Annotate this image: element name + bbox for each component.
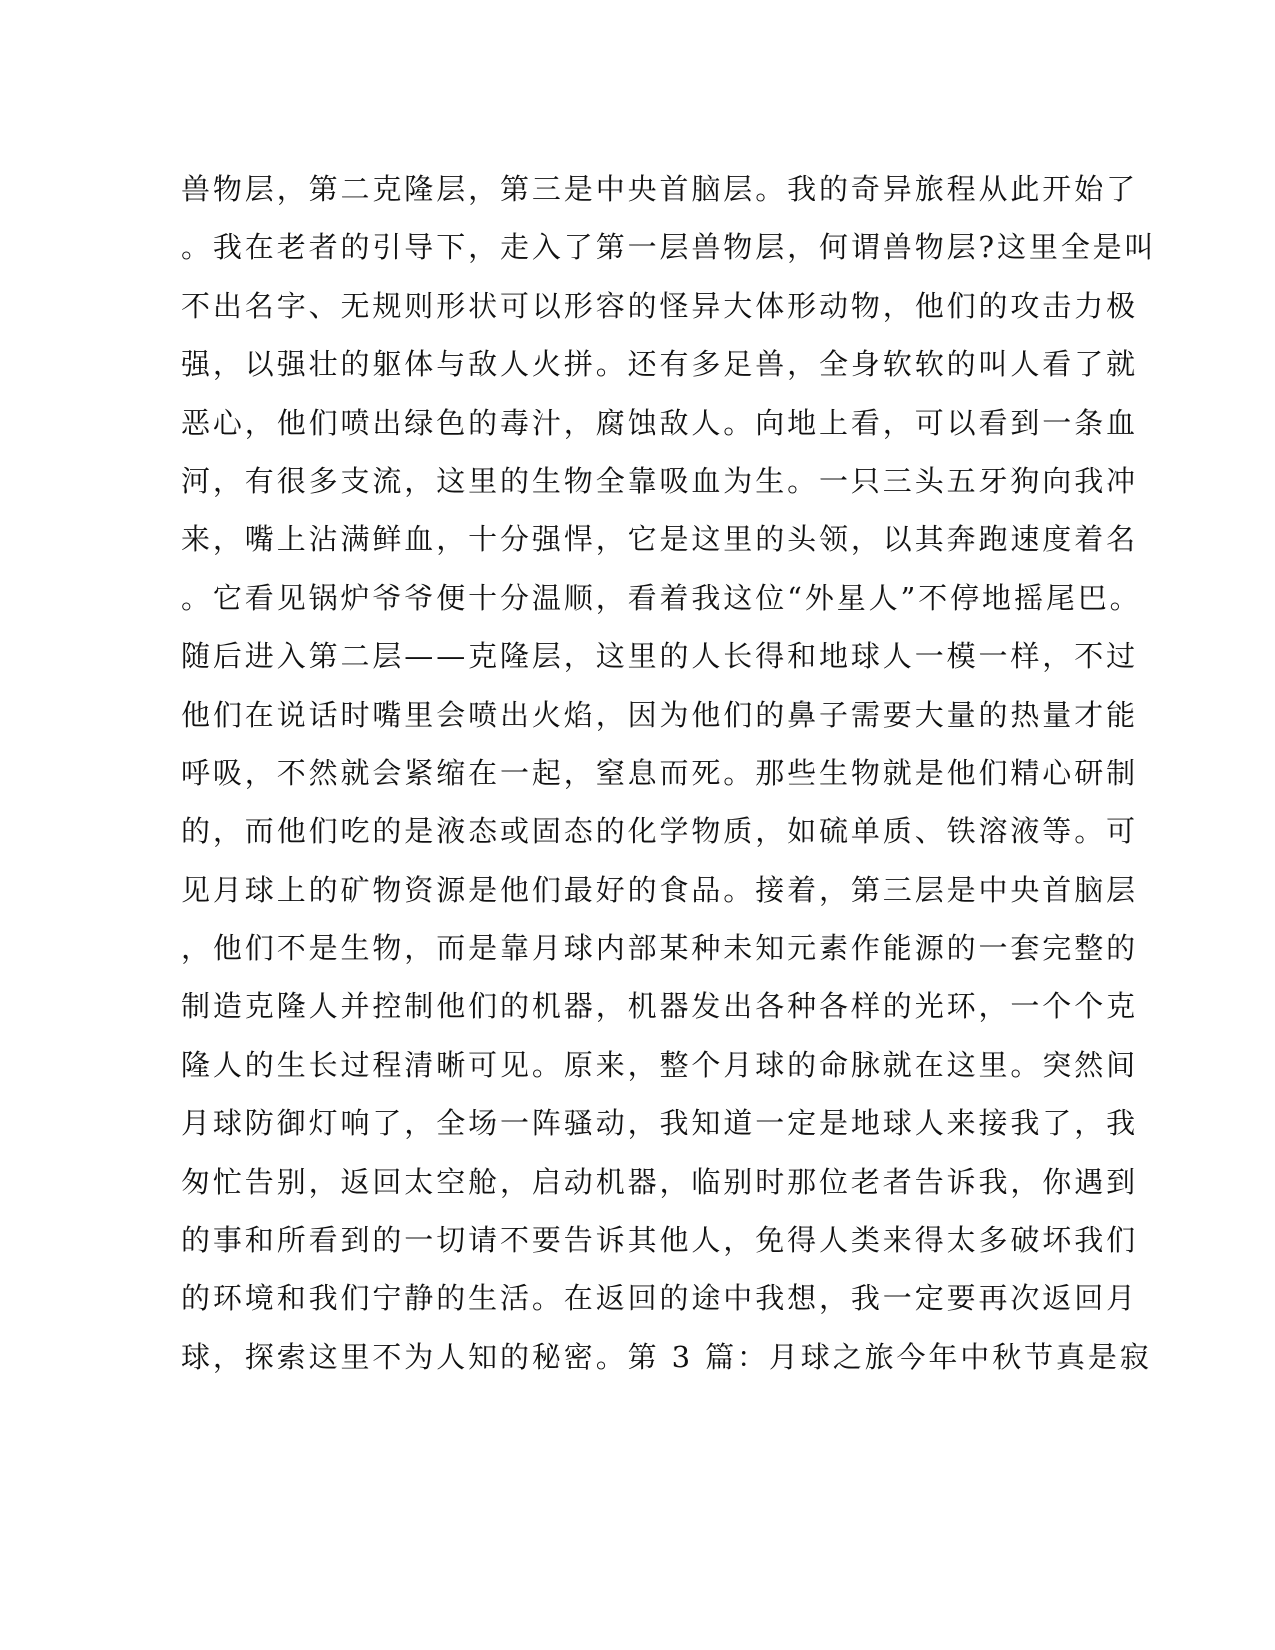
text-line: 球，探索这里不为人知的秘密。第 3 篇：月球之旅今年中秋节真是寂	[181, 1339, 1152, 1374]
text-line: 呼吸，不然就会紧缩在一起，窒息而死。那些生物就是他们精心研制	[181, 755, 1139, 790]
text-line: 随后进入第二层——克隆层，这里的人长得和地球人一模一样，不过	[181, 639, 1139, 674]
text-line: 。我在老者的引导下，走入了第一层兽物层，何谓兽物层?这里全是叫	[181, 230, 1157, 265]
text-line: 强，以强壮的躯体与敌人火拼。还有多足兽，全身软软的叫人看了就	[181, 347, 1139, 382]
text-line: ，他们不是生物，而是靠月球内部某种未知元素作能源的一套完整的	[181, 931, 1139, 966]
text-line: 河，有很多支流，这里的生物全靠吸血为生。一只三头五牙狗向我冲	[181, 463, 1139, 498]
text-line: 隆人的生长过程清晰可见。原来，整个月球的命脉就在这里。突然间	[181, 1047, 1139, 1082]
text-line: 的事和所看到的一切请不要告诉其他人，免得人类来得太多破坏我们	[181, 1223, 1139, 1258]
text-line: 兽物层，第二克隆层，第三是中央首脑层。我的奇异旅程从此开始了	[181, 172, 1139, 206]
text-line: 制造克隆人并控制他们的机器，机器发出各种各样的光环，一个个克	[181, 989, 1139, 1024]
text-line: 恶心，他们喷出绿色的毒汁，腐蚀敌人。向地上看，可以看到一条血	[181, 405, 1139, 440]
body-text	[181, 160, 1157, 1386]
text-line: 来，嘴上沾满鲜血，十分强悍，它是这里的头领，以其奔跑速度着名	[181, 522, 1139, 557]
text-line: 见月球上的矿物资源是他们最好的食品。接着，第三层是中央首脑层	[181, 872, 1139, 907]
text-line: 匆忙告别，返回太空舱，启动机器，临别时那位老者告诉我，你遇到	[181, 1164, 1139, 1199]
text-line: 他们在说话时嘴里会喷出火焰，因为他们的鼻子需要大量的热量才能	[181, 697, 1139, 732]
text-line: 的环境和我们宁静的生活。在返回的途中我想，我一定要再次返回月	[181, 1281, 1139, 1316]
text-line: 月球防御灯响了，全场一阵骚动，我知道一定是地球人来接我了，我	[181, 1106, 1139, 1141]
text-line: 不出名字、无规则形状可以形容的怪异大体形动物，他们的攻击力极	[181, 288, 1139, 323]
text-line: 。它看见锅炉爷爷便十分温顺，看着我这位“外星人”不停地摇尾巴。	[181, 580, 1142, 615]
text-line: 的，而他们吃的是液态或固态的化学物质，如硫单质、铁溶液等。可	[181, 814, 1139, 849]
